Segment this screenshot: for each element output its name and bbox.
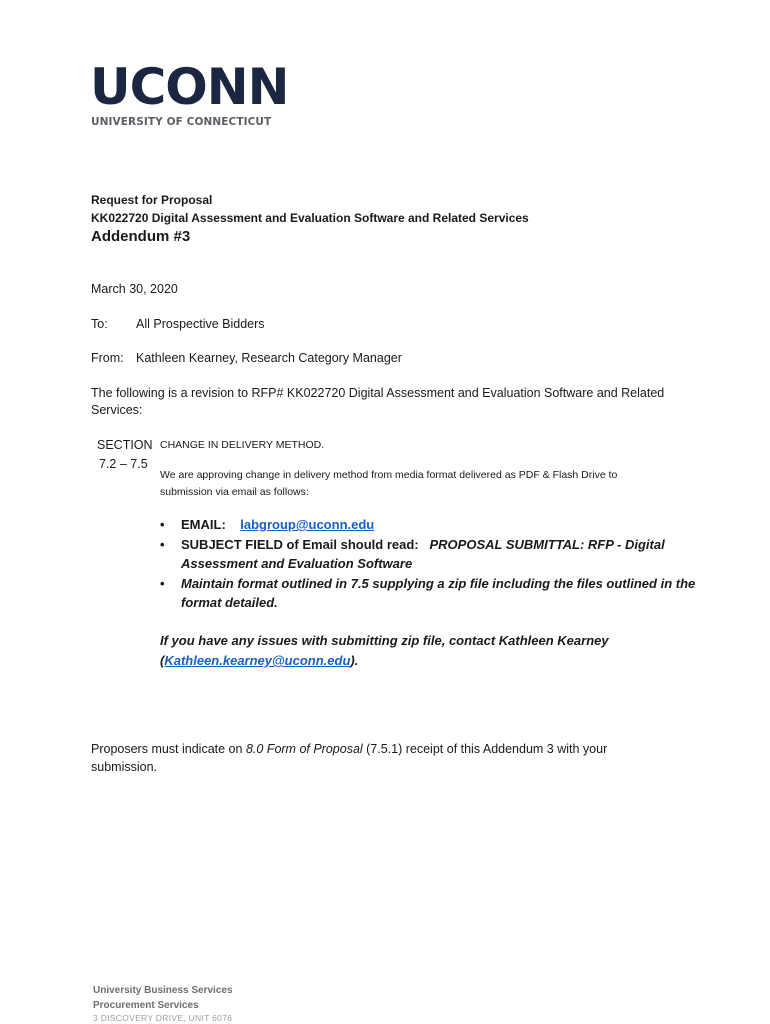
uconn-logo-wordmark: UCONN <box>90 58 289 116</box>
closing-part-2: (7.5.1) receipt of this Addendum 3 with your <box>362 742 608 756</box>
rfp-heading: Request for Proposal <box>91 193 213 207</box>
list-item <box>160 535 720 574</box>
close-paren: ). <box>350 653 359 668</box>
section-desc-line-2: submission via email as follows: <box>160 486 309 498</box>
intro-line-2: Services: <box>91 403 143 417</box>
issues-line-1: If you have any issues with submitting zip file, contact Kathleen Kearney <box>160 633 609 648</box>
format-line-2: format detailed. <box>181 595 278 610</box>
contact-email-link[interactable]: Kathleen.kearney@uconn.edu <box>164 653 351 668</box>
memo-from-value: Kathleen Kearney, Research Category Manager <box>136 351 402 365</box>
closing-part-1: Proposers must indicate on <box>91 742 246 756</box>
email-label: EMAIL: <box>181 517 226 532</box>
memo-to-label: To: <box>91 317 108 331</box>
footer-address: 3 DISCOVERY DRIVE, UNIT 6076 <box>93 1013 233 1023</box>
email-link[interactable]: labgroup@uconn.edu <box>240 517 375 532</box>
open-paren: ( <box>160 653 165 668</box>
list-item <box>160 574 720 613</box>
bullet-icon: • <box>160 575 165 591</box>
bullet-icon: • <box>160 536 165 552</box>
section-desc-line-1: We are approving change in delivery method from media format delivered as PDF & Flash Drive to <box>160 469 618 481</box>
list-item <box>160 515 720 535</box>
bullet-icon: • <box>160 517 165 532</box>
subject-value-1: PROPOSAL SUBMITTAL: RFP - Digital <box>429 536 665 552</box>
uconn-logo-subtitle: UNIVERSITY OF CONNECTICUT <box>91 116 272 128</box>
closing-line-2: submission. <box>91 760 157 774</box>
format-line-1: Maintain format outlined in 7.5 supplying a zip file including the files outlined in the <box>181 575 696 591</box>
section-heading: CHANGE IN DELIVERY METHOD. <box>160 439 325 451</box>
section-label: SECTION <box>97 438 153 452</box>
section-range: 7.2 – 7.5 <box>99 457 148 471</box>
closing-line-1 <box>91 742 607 756</box>
memo-from-label: From: <box>91 351 124 365</box>
memo-date: March 30, 2020 <box>91 282 178 296</box>
subject-label: SUBJECT FIELD of Email should read: <box>181 536 419 552</box>
form-of-proposal: 8.0 Form of Proposal <box>245 742 363 756</box>
instruction-list <box>160 515 720 613</box>
footer-department: University Business Services <box>93 985 233 996</box>
intro-line-1: The following is a revision to RFP# KK022720 Digital Assessment and Evaluation Software and Related <box>91 386 665 400</box>
rfp-title: KK022720 Digital Assessment and Evaluation Software and Related Services <box>91 211 529 225</box>
issues-line-2 <box>160 653 358 668</box>
subject-value-2: Assessment and Evaluation Software <box>181 556 413 571</box>
footer-office: Procurement Services <box>93 1000 199 1011</box>
addendum-title: Addendum #3 <box>91 228 191 245</box>
memo-to-value: All Prospective Bidders <box>136 317 265 331</box>
